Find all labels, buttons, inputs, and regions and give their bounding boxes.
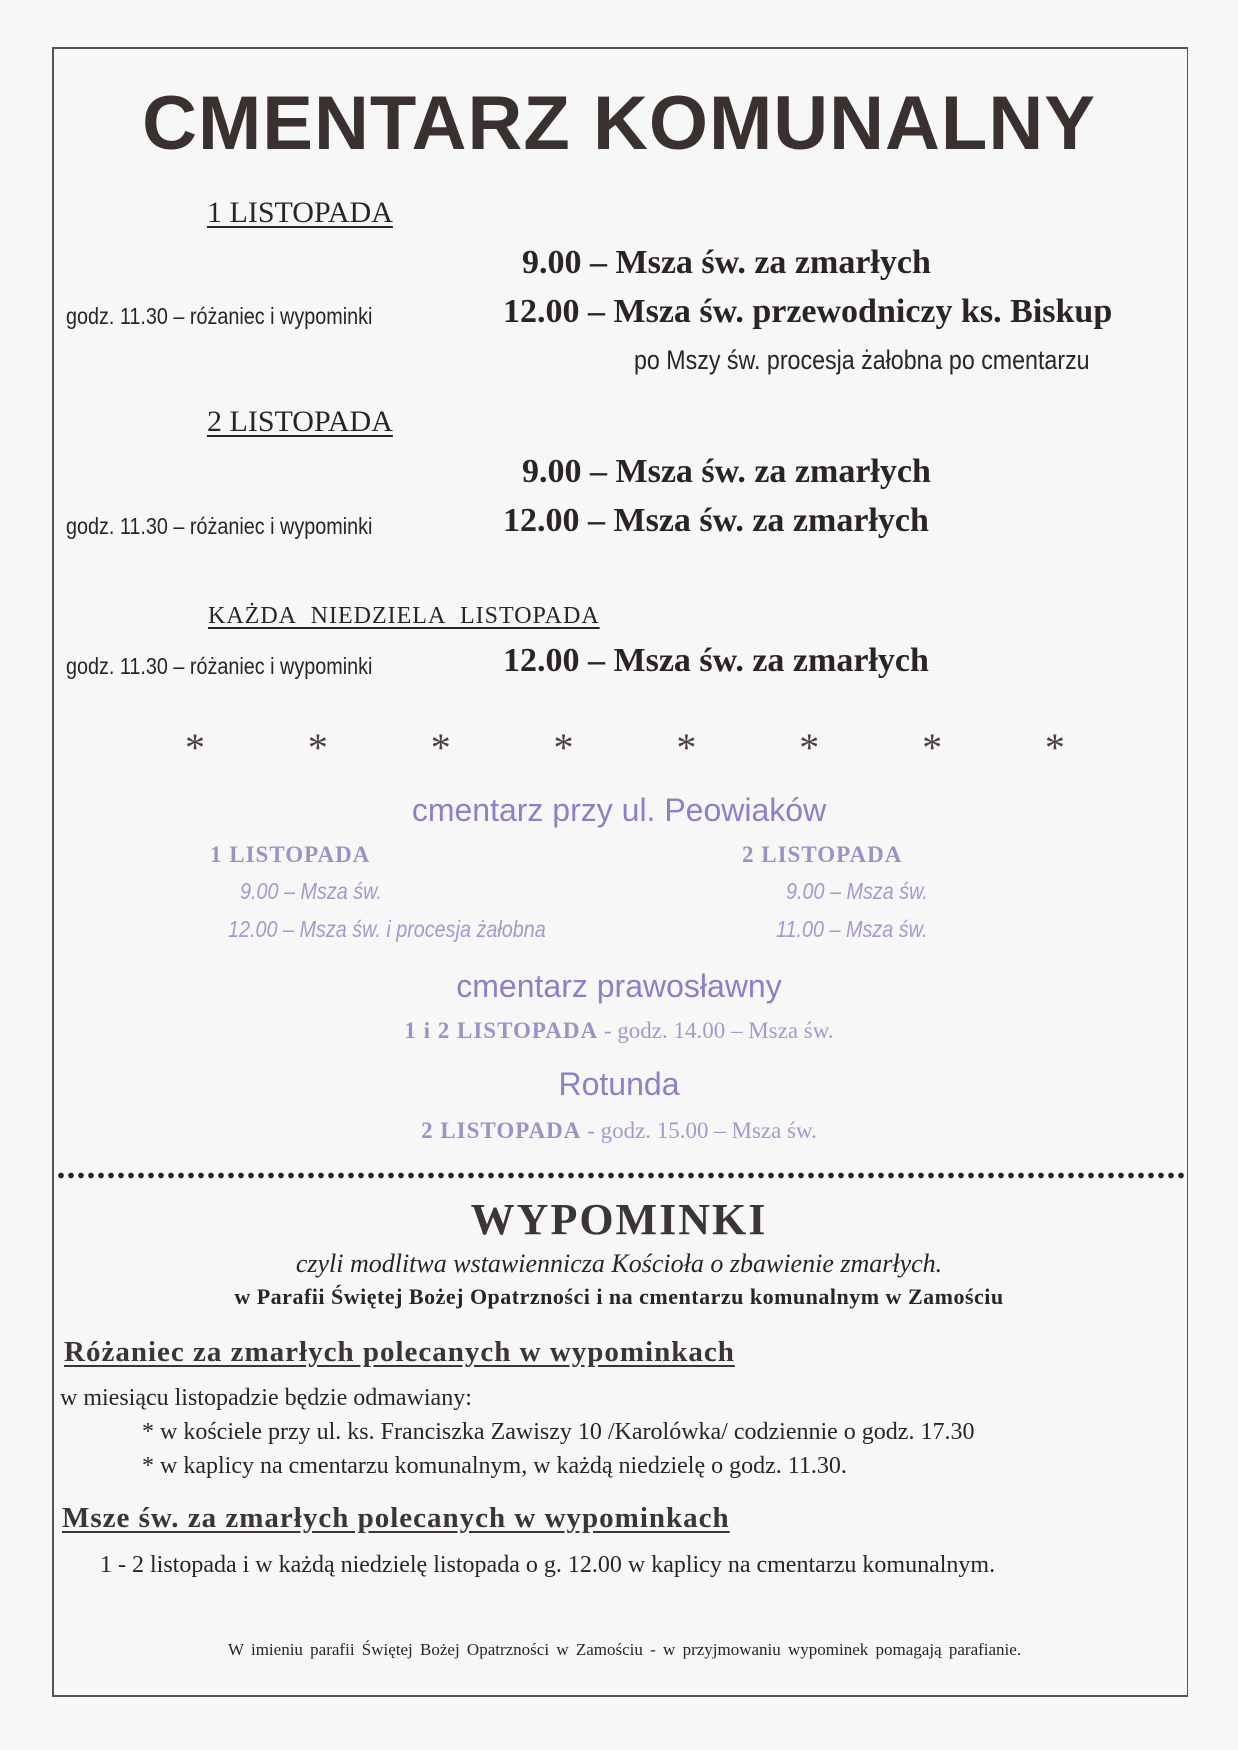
peowiakow-day1-heading: 1 LISTOPADA bbox=[210, 842, 371, 867]
wypominki-title: WYPOMINKI bbox=[470, 1195, 768, 1244]
rosary-intro: w miesiącu listopadzie będzie odmawiany: bbox=[60, 1385, 472, 1411]
day2-heading: 2 LISTOPADA bbox=[207, 405, 393, 438]
mass-heading: Msze św. za zmarłych polecanych w wypominkach bbox=[62, 1502, 730, 1534]
day2-rosary: godz. 11.30 – różaniec i wypominki bbox=[66, 513, 373, 539]
rosary-heading: Różaniec za zmarłych polecanych w wypominkach bbox=[64, 1336, 735, 1368]
rosary-item-church: * w kościele przy ul. ks. Franciszka Zawiszy 10 /Karolówka/ codziennie o godz. 17.30 bbox=[142, 1419, 975, 1445]
rotunda-schedule: 2 LISTOPADA - godz. 15.00 – Msza św. bbox=[421, 1118, 817, 1143]
asterisk: * bbox=[185, 725, 205, 770]
asterisk: * bbox=[430, 725, 451, 770]
day1-procession-note: po Mszy św. procesja żałobna po cmentarzu bbox=[634, 345, 1090, 375]
asterisk-separator bbox=[185, 724, 1065, 771]
asterisk: * bbox=[553, 725, 574, 770]
day1-rosary: godz. 11.30 – różaniec i wypominki bbox=[66, 303, 373, 329]
peowiakow-day2-mass-1: 9.00 – Msza św. bbox=[786, 878, 928, 904]
orthodox-schedule: 1 i 2 LISTOPADA - godz. 14.00 – Msza św. bbox=[404, 1018, 834, 1043]
day1-heading: 1 LISTOPADA bbox=[207, 196, 393, 229]
asterisk: * bbox=[1044, 725, 1065, 770]
peowiakow-day2-mass-2: 11.00 – Msza św. bbox=[776, 916, 928, 942]
mass-text: 1 - 2 listopada i w każdą niedzielę listopada o g. 12.00 w kaplicy na cmentarzu komunalnym. bbox=[100, 1552, 996, 1578]
sundays-heading: KAŻDA NIEDZIELA LISTOPADA bbox=[208, 603, 600, 629]
day1-mass-2: 12.00 – Msza św. przewodniczy ks. Biskup bbox=[503, 293, 1113, 330]
dotted-divider bbox=[56, 1171, 1184, 1180]
peowiakow-day2-heading: 2 LISTOPADA bbox=[742, 842, 903, 867]
asterisk: * bbox=[676, 725, 697, 770]
wypominki-parish: w Parafii Świętej Bożej Opatrzności i na cmentarzu komunalnym w Zamościu bbox=[234, 1284, 1004, 1309]
asterisk: * bbox=[922, 725, 943, 770]
asterisk: * bbox=[307, 725, 328, 770]
footer-note: W imieniu parafii Świętej Bożej Opatrzności w Zamościu - w przyjmowaniu wypominek pomagają parafianie. bbox=[228, 1640, 1022, 1659]
peowiakow-day1-mass-1: 9.00 – Msza św. bbox=[240, 878, 382, 904]
peowiakow-day1-mass-2: 12.00 – Msza św. i procesja żałobna bbox=[228, 916, 546, 942]
sundays-rosary: godz. 11.30 – różaniec i wypominki bbox=[66, 653, 373, 679]
day2-mass-2: 12.00 – Msza św. za zmarłych bbox=[503, 502, 929, 539]
rosary-item-chapel: * w kaplicy na cmentarzu komunalnym, w każdą niedzielę o godz. 11.30. bbox=[142, 1453, 847, 1479]
rotunda-title: Rotunda bbox=[558, 1066, 680, 1102]
peowiakow-title: cmentarz przy ul. Peowiaków bbox=[411, 792, 827, 828]
day2-mass-1: 9.00 – Msza św. za zmarłych bbox=[522, 453, 931, 490]
wypominki-subtitle: czyli modlitwa wstawiennicza Kościoła o zbawienie zmarłych. bbox=[295, 1249, 943, 1278]
asterisk: * bbox=[799, 725, 820, 770]
sundays-mass: 12.00 – Msza św. za zmarłych bbox=[503, 642, 929, 679]
day1-mass-1: 9.00 – Msza św. za zmarłych bbox=[522, 244, 931, 281]
orthodox-title: cmentarz prawosławny bbox=[456, 968, 782, 1004]
page-title: CMENTARZ KOMUNALNY bbox=[142, 81, 1096, 166]
